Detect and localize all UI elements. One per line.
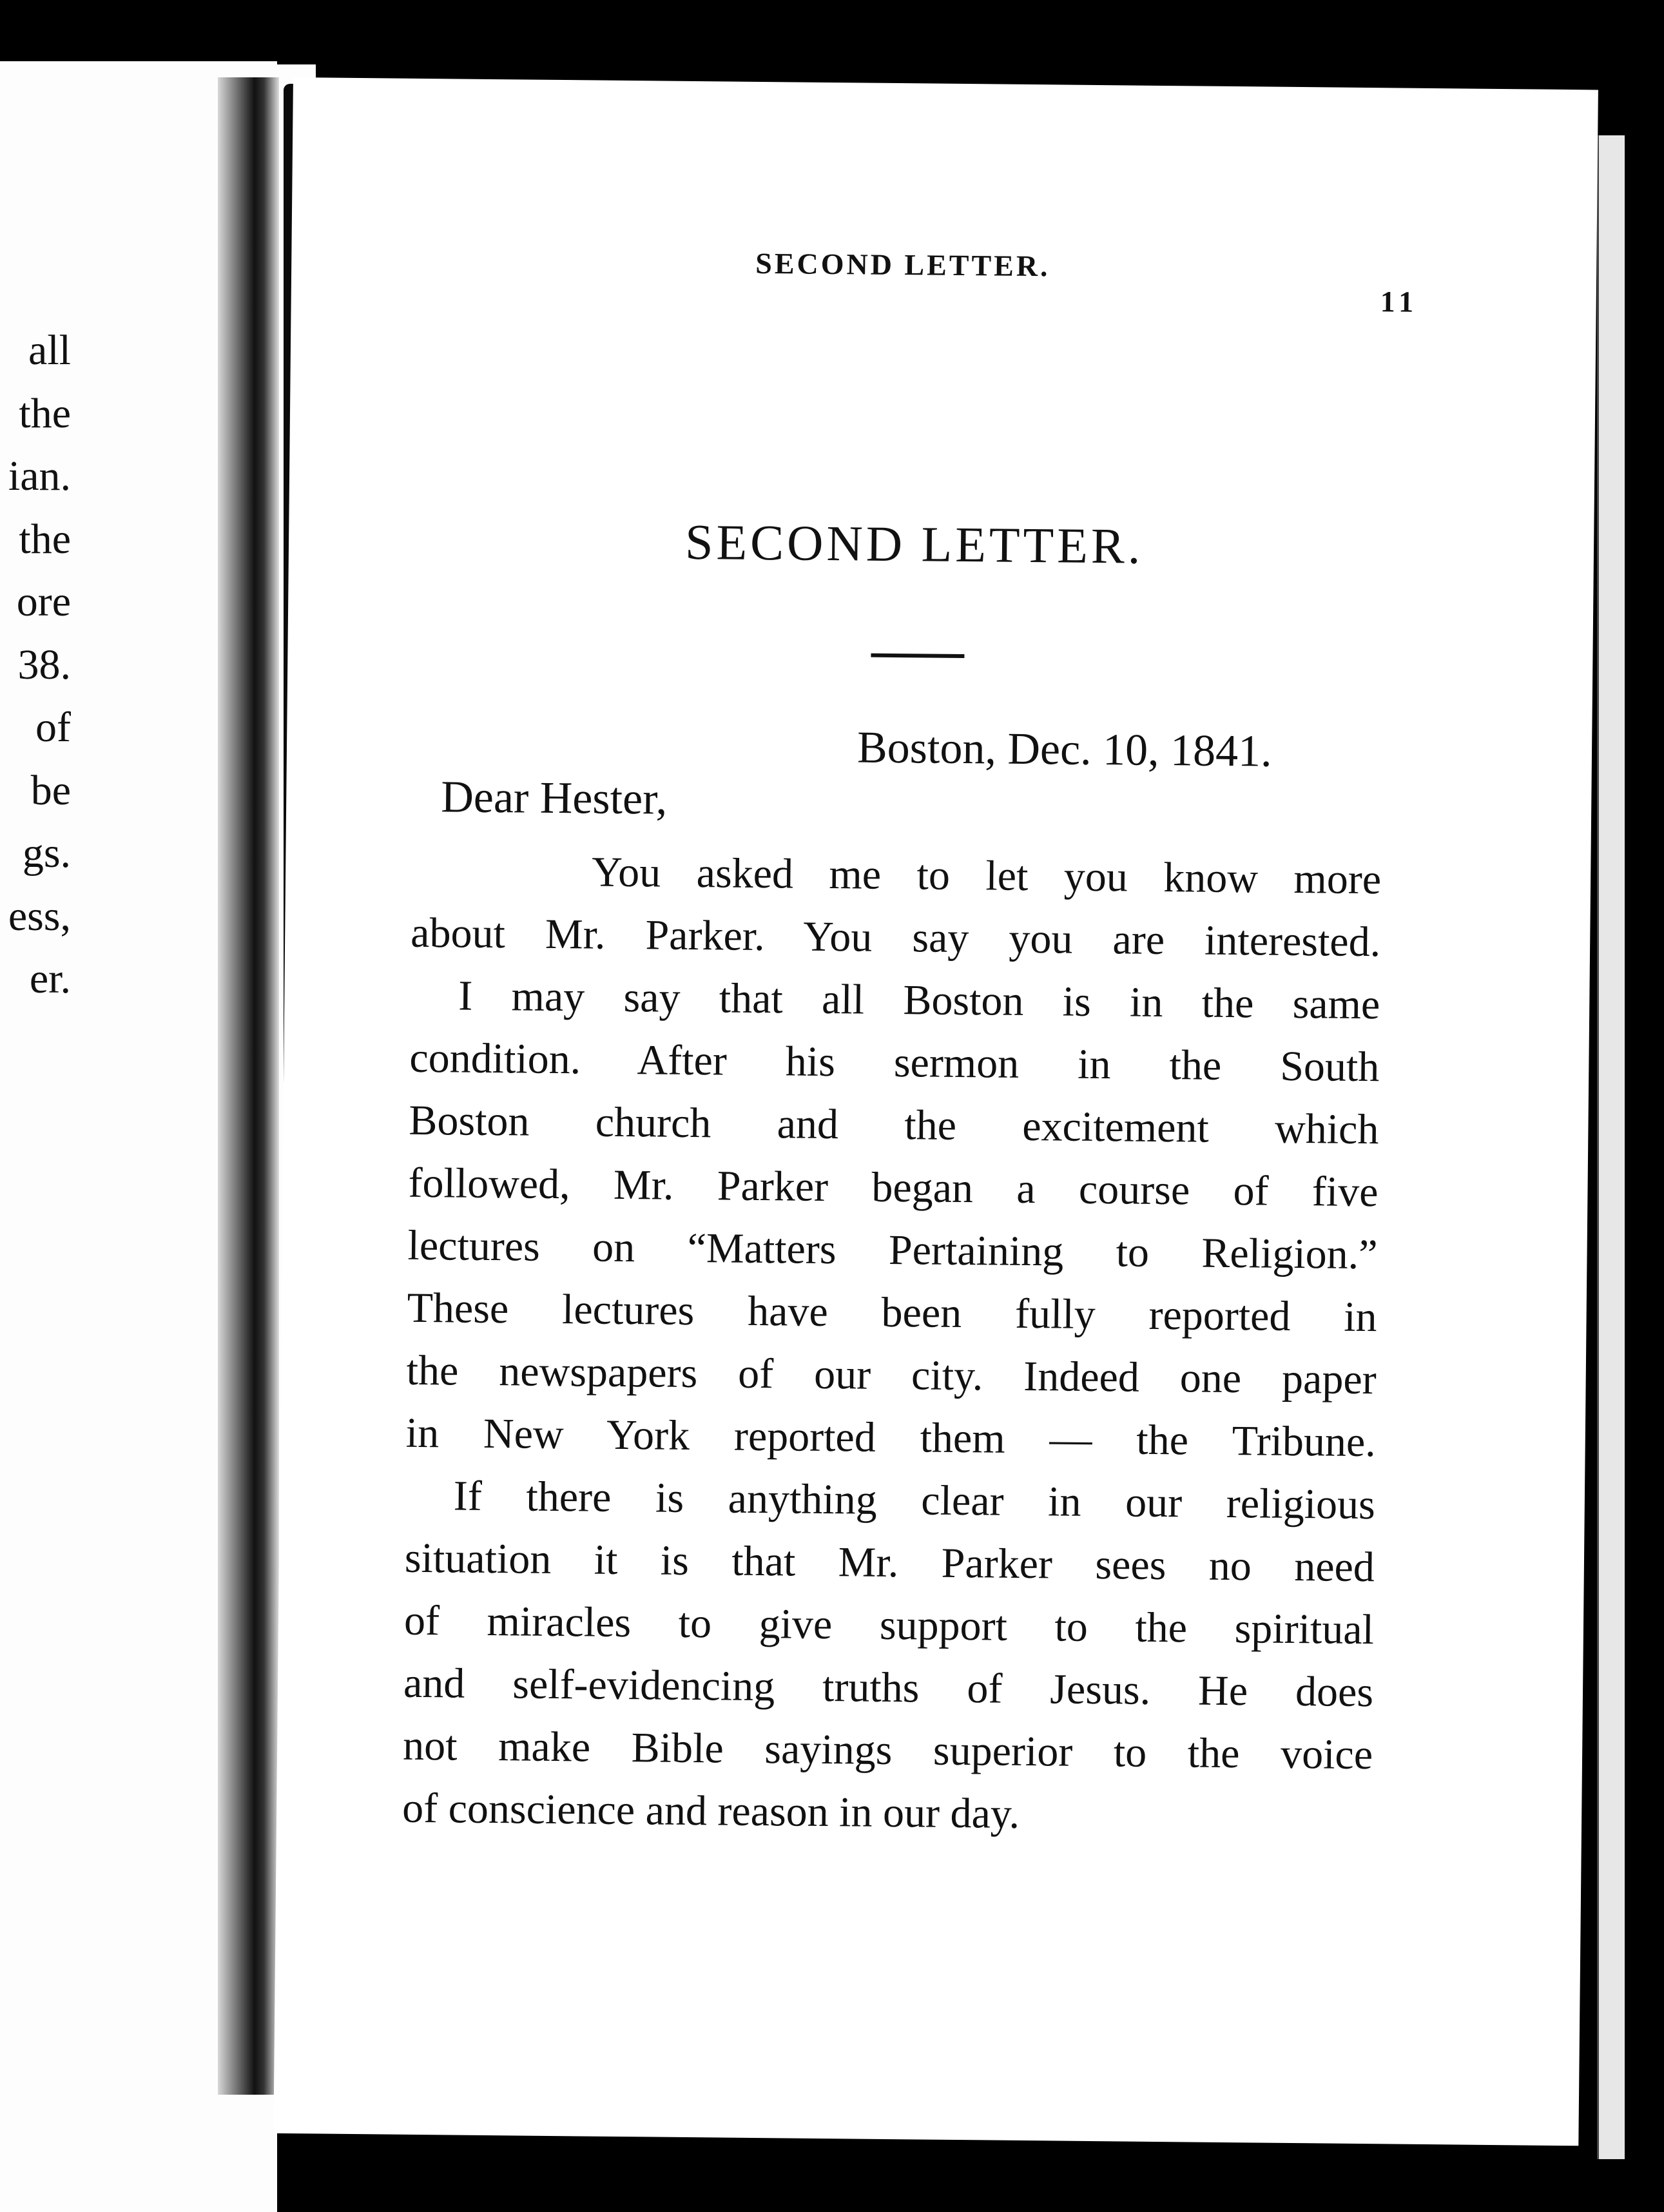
left-fragment-line: the — [19, 389, 71, 437]
text-line: I may say that all Boston is in the same — [458, 972, 1380, 1029]
page-number: 11 — [1380, 285, 1419, 318]
letter-dateline: Boston, Dec. 10, 1841. — [856, 723, 1272, 777]
left-page-text-fragments — [0, 319, 71, 1011]
left-fragment-line: all — [28, 327, 71, 374]
left-fragment-line: of — [35, 704, 71, 751]
text-line: not make Bible sayings superior to the voice — [402, 1722, 1373, 1779]
left-fragment-line: er. — [29, 955, 71, 1002]
title-rule — [871, 654, 964, 658]
left-fragment-line: ian. — [8, 452, 71, 500]
text-line: and self-evidencing truths of Jesus. He does — [403, 1659, 1374, 1716]
chapter-title: SECOND LETTER. — [684, 513, 1144, 574]
running-head: SECOND LETTER. — [755, 246, 1050, 283]
left-fragment-line: ess, — [8, 892, 71, 940]
text-line: These lectures have been fully reported in — [407, 1284, 1377, 1341]
text-line: condition. After his sermon in the South — [409, 1034, 1380, 1091]
left-fragment-line: the — [19, 515, 71, 563]
letter-salutation: Dear Hester, — [440, 772, 668, 824]
left-fragment-line: gs. — [22, 830, 71, 877]
text-line: followed, Mr. Parker began a course of five — [408, 1159, 1379, 1216]
text-line: about Mr. Parker. You say you are interested. — [410, 909, 1381, 966]
letter-body — [402, 839, 1382, 1848]
left-fragment-line: 38. — [17, 641, 71, 688]
book-binding-shadow — [218, 77, 279, 2095]
text-line: of conscience and reason in our day. — [401, 1784, 1020, 1838]
text-line: lectures on “Matters Pertaining to Religion.” — [407, 1221, 1378, 1279]
text-line: You asked me to let you know more — [591, 848, 1382, 904]
text-line: of miracles to give support to the spiritual — [403, 1596, 1375, 1654]
text-line: If there is anything clear in our religious — [453, 1472, 1376, 1529]
text-line: situation it is that Mr. Parker sees no need — [404, 1534, 1375, 1591]
page-fore-edge — [1597, 135, 1625, 2159]
right-page — [273, 77, 1598, 2146]
text-line: in New York reported them — the Tribune. — [405, 1409, 1377, 1466]
left-fragment-line: be — [30, 766, 71, 814]
text-line: Boston church and the excitement which — [409, 1096, 1379, 1154]
text-line: the newspapers of our city. Indeed one paper — [406, 1346, 1377, 1404]
left-fragment-line: ore — [16, 578, 71, 625]
